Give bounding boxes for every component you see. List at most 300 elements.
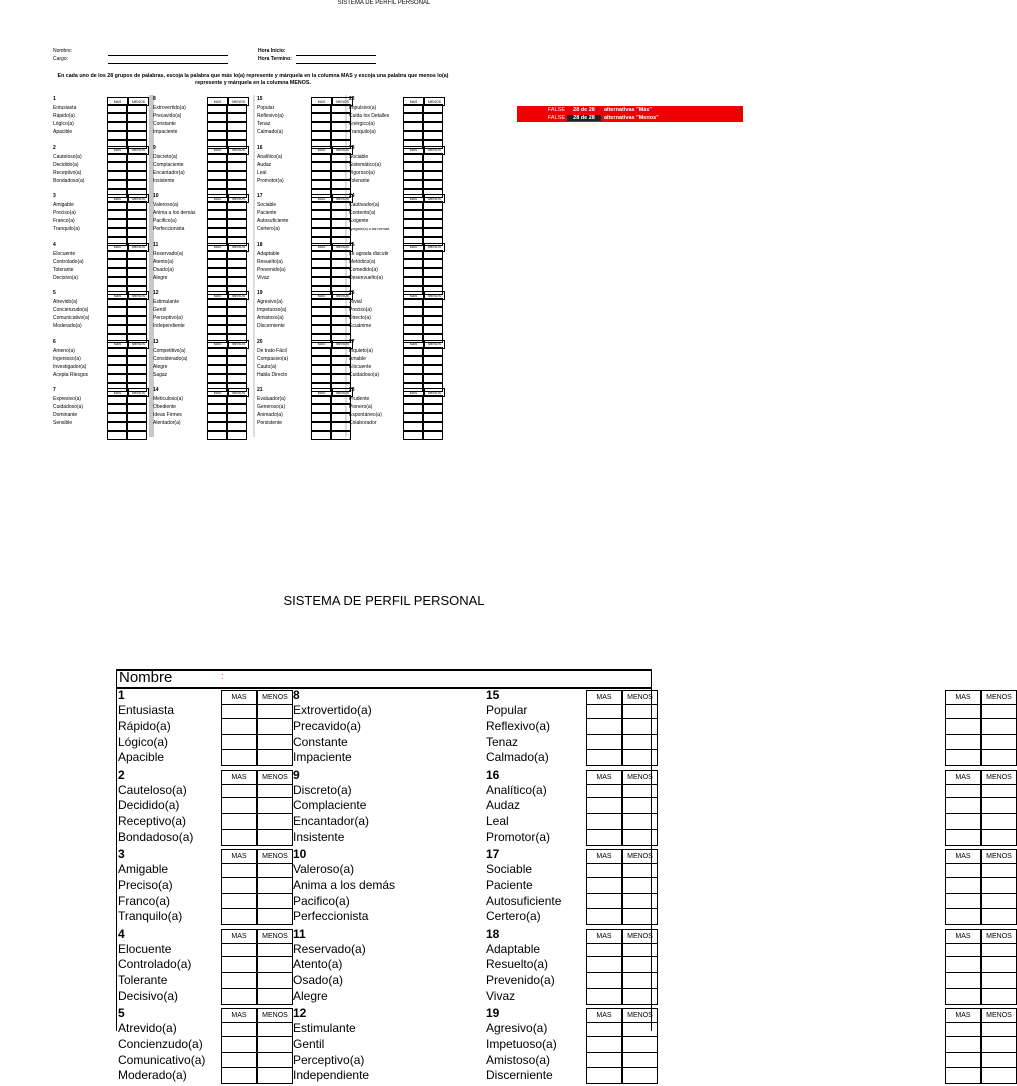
menos-checkbox[interactable] [127,374,147,383]
menos-checkbox[interactable] [423,219,443,228]
menos-checkbox[interactable] [127,277,147,286]
menos-checkbox[interactable] [257,798,293,814]
mas-checkbox[interactable] [945,1053,981,1069]
menos-checkbox[interactable] [227,259,247,268]
menos-checkbox[interactable] [423,395,443,404]
mas-checkbox[interactable] [311,201,331,210]
mas-checkbox[interactable] [311,422,331,431]
mas-checkbox[interactable] [107,422,127,431]
menos-checkbox[interactable] [981,750,1017,766]
menos-checkbox[interactable] [127,268,147,277]
mas-checkbox[interactable] [945,830,981,846]
mas-checkbox[interactable] [945,783,981,799]
menos-checkbox[interactable] [331,131,351,140]
menos-checkbox[interactable] [127,431,147,440]
menos-checkbox[interactable] [331,162,351,171]
mas-checkbox[interactable] [403,298,423,307]
menos-checkbox[interactable] [423,298,443,307]
mas-checkbox[interactable] [207,365,227,374]
mas-checkbox[interactable] [107,104,127,113]
mas-checkbox[interactable] [207,104,227,113]
menos-checkbox[interactable] [423,316,443,325]
mas-checkbox[interactable] [403,259,423,268]
menos-checkbox[interactable] [227,250,247,259]
mas-checkbox[interactable] [207,219,227,228]
mas-checkbox[interactable] [107,316,127,325]
menos-checkbox[interactable] [127,228,147,237]
menos-checkbox[interactable] [331,277,351,286]
menos-checkbox[interactable] [981,894,1017,910]
menos-checkbox[interactable] [257,1068,293,1084]
menos-checkbox[interactable] [227,404,247,413]
menos-checkbox[interactable] [423,356,443,365]
mas-checkbox[interactable] [221,973,257,989]
mas-checkbox[interactable] [207,171,227,180]
mas-checkbox[interactable] [403,122,423,131]
mas-checkbox[interactable] [311,325,331,334]
menos-checkbox[interactable] [127,104,147,113]
mas-checkbox[interactable] [311,180,331,189]
mas-checkbox[interactable] [403,201,423,210]
mas-checkbox[interactable] [311,404,331,413]
mas-checkbox[interactable] [221,1053,257,1069]
mas-checkbox[interactable] [107,171,127,180]
menos-checkbox[interactable] [423,131,443,140]
mas-checkbox[interactable] [945,735,981,751]
menos-checkbox[interactable] [257,909,293,925]
menos-checkbox[interactable] [331,201,351,210]
menos-checkbox[interactable] [257,1021,293,1037]
menos-checkbox[interactable] [331,228,351,237]
menos-checkbox[interactable] [127,250,147,259]
menos-checkbox[interactable] [227,395,247,404]
mas-checkbox[interactable] [207,268,227,277]
menos-checkbox[interactable] [331,104,351,113]
mas-checkbox[interactable] [403,113,423,122]
menos-checkbox[interactable] [227,219,247,228]
mas-checkbox[interactable] [221,957,257,973]
menos-checkbox[interactable] [331,307,351,316]
menos-checkbox[interactable] [981,973,1017,989]
mas-checkbox[interactable] [107,431,127,440]
mas-checkbox[interactable] [403,404,423,413]
mas-checkbox[interactable] [403,162,423,171]
mas-checkbox[interactable] [207,259,227,268]
menos-checkbox[interactable] [227,180,247,189]
nombre-row[interactable] [117,671,651,689]
menos-checkbox[interactable] [423,365,443,374]
mas-checkbox[interactable] [207,153,227,162]
menos-checkbox[interactable] [331,219,351,228]
menos-checkbox[interactable] [981,989,1017,1005]
mas-checkbox[interactable] [207,395,227,404]
menos-checkbox[interactable] [127,325,147,334]
menos-checkbox[interactable] [127,171,147,180]
mas-checkbox[interactable] [107,347,127,356]
mas-checkbox[interactable] [311,122,331,131]
mas-checkbox[interactable] [311,374,331,383]
menos-checkbox[interactable] [331,268,351,277]
menos-checkbox[interactable] [423,277,443,286]
hora-inicio-field[interactable] [296,50,376,56]
mas-checkbox[interactable] [107,356,127,365]
mas-checkbox[interactable] [207,201,227,210]
menos-checkbox[interactable] [227,365,247,374]
menos-checkbox[interactable] [423,162,443,171]
menos-checkbox[interactable] [227,307,247,316]
mas-checkbox[interactable] [945,703,981,719]
menos-checkbox[interactable] [423,404,443,413]
mas-checkbox[interactable] [107,219,127,228]
menos-checkbox[interactable] [257,957,293,973]
mas-checkbox[interactable] [221,830,257,846]
mas-checkbox[interactable] [221,1037,257,1053]
menos-checkbox[interactable] [331,316,351,325]
mas-checkbox[interactable] [207,250,227,259]
mas-checkbox[interactable] [207,122,227,131]
mas-checkbox[interactable] [945,1037,981,1053]
mas-checkbox[interactable] [107,122,127,131]
mas-checkbox[interactable] [403,210,423,219]
menos-checkbox[interactable] [227,298,247,307]
menos-checkbox[interactable] [981,1037,1017,1053]
menos-checkbox[interactable] [981,862,1017,878]
menos-checkbox[interactable] [227,268,247,277]
menos-checkbox[interactable] [331,298,351,307]
menos-checkbox[interactable] [423,325,443,334]
menos-checkbox[interactable] [127,422,147,431]
menos-checkbox[interactable] [227,431,247,440]
menos-checkbox[interactable] [227,228,247,237]
mas-checkbox[interactable] [221,783,257,799]
mas-checkbox[interactable] [207,113,227,122]
mas-checkbox[interactable] [403,268,423,277]
menos-checkbox[interactable] [331,431,351,440]
menos-checkbox[interactable] [227,210,247,219]
menos-checkbox[interactable] [227,413,247,422]
menos-checkbox[interactable] [227,356,247,365]
mas-checkbox[interactable] [207,413,227,422]
menos-checkbox[interactable] [257,783,293,799]
mas-checkbox[interactable] [107,325,127,334]
mas-checkbox[interactable] [945,798,981,814]
mas-checkbox[interactable] [311,268,331,277]
menos-checkbox[interactable] [127,180,147,189]
mas-checkbox[interactable] [403,171,423,180]
mas-checkbox[interactable] [311,104,331,113]
menos-checkbox[interactable] [981,942,1017,958]
menos-checkbox[interactable] [981,703,1017,719]
menos-checkbox[interactable] [227,316,247,325]
mas-checkbox[interactable] [221,989,257,1005]
mas-checkbox[interactable] [207,210,227,219]
mas-checkbox[interactable] [221,878,257,894]
nombre-field[interactable] [108,50,228,56]
menos-checkbox[interactable] [127,201,147,210]
menos-checkbox[interactable] [257,750,293,766]
menos-checkbox[interactable] [423,228,443,237]
mas-checkbox[interactable] [311,316,331,325]
mas-checkbox[interactable] [107,228,127,237]
menos-checkbox[interactable] [331,171,351,180]
menos-checkbox[interactable] [331,153,351,162]
mas-checkbox[interactable] [107,113,127,122]
menos-checkbox[interactable] [257,1053,293,1069]
menos-checkbox[interactable] [331,422,351,431]
menos-checkbox[interactable] [981,1021,1017,1037]
mas-checkbox[interactable] [945,942,981,958]
mas-checkbox[interactable] [945,957,981,973]
mas-checkbox[interactable] [107,162,127,171]
mas-checkbox[interactable] [221,909,257,925]
menos-checkbox[interactable] [227,162,247,171]
mas-checkbox[interactable] [945,973,981,989]
mas-checkbox[interactable] [221,894,257,910]
menos-checkbox[interactable] [227,153,247,162]
menos-checkbox[interactable] [227,277,247,286]
menos-checkbox[interactable] [423,250,443,259]
menos-checkbox[interactable] [127,347,147,356]
menos-checkbox[interactable] [127,113,147,122]
menos-checkbox[interactable] [423,180,443,189]
mas-checkbox[interactable] [207,404,227,413]
menos-checkbox[interactable] [331,210,351,219]
menos-checkbox[interactable] [331,395,351,404]
mas-checkbox[interactable] [403,228,423,237]
mas-checkbox[interactable] [221,798,257,814]
mas-checkbox[interactable] [311,259,331,268]
mas-checkbox[interactable] [107,307,127,316]
mas-checkbox[interactable] [107,395,127,404]
menos-checkbox[interactable] [127,404,147,413]
menos-checkbox[interactable] [331,374,351,383]
menos-checkbox[interactable] [423,113,443,122]
mas-checkbox[interactable] [207,228,227,237]
mas-checkbox[interactable] [311,210,331,219]
menos-checkbox[interactable] [257,989,293,1005]
mas-checkbox[interactable] [207,316,227,325]
menos-checkbox[interactable] [227,171,247,180]
menos-checkbox[interactable] [227,347,247,356]
menos-checkbox[interactable] [127,122,147,131]
mas-checkbox[interactable] [311,171,331,180]
menos-checkbox[interactable] [127,259,147,268]
mas-checkbox[interactable] [311,431,331,440]
mas-checkbox[interactable] [221,735,257,751]
mas-checkbox[interactable] [945,862,981,878]
menos-checkbox[interactable] [257,719,293,735]
mas-checkbox[interactable] [107,374,127,383]
mas-checkbox[interactable] [945,989,981,1005]
mas-checkbox[interactable] [311,153,331,162]
menos-checkbox[interactable] [331,356,351,365]
menos-checkbox[interactable] [423,431,443,440]
mas-checkbox[interactable] [221,719,257,735]
mas-checkbox[interactable] [221,1068,257,1084]
mas-checkbox[interactable] [945,1068,981,1084]
mas-checkbox[interactable] [403,356,423,365]
mas-checkbox[interactable] [945,814,981,830]
mas-checkbox[interactable] [107,298,127,307]
mas-checkbox[interactable] [311,395,331,404]
mas-checkbox[interactable] [221,1021,257,1037]
mas-checkbox[interactable] [107,210,127,219]
mas-checkbox[interactable] [311,277,331,286]
menos-checkbox[interactable] [331,365,351,374]
mas-checkbox[interactable] [311,228,331,237]
menos-checkbox[interactable] [257,1037,293,1053]
mas-checkbox[interactable] [107,131,127,140]
mas-checkbox[interactable] [221,942,257,958]
menos-checkbox[interactable] [127,162,147,171]
mas-checkbox[interactable] [403,219,423,228]
menos-checkbox[interactable] [331,113,351,122]
mas-checkbox[interactable] [403,431,423,440]
menos-checkbox[interactable] [127,219,147,228]
menos-checkbox[interactable] [331,404,351,413]
mas-checkbox[interactable] [311,250,331,259]
menos-checkbox[interactable] [331,122,351,131]
hora-termino-field[interactable] [296,58,376,64]
mas-checkbox[interactable] [107,201,127,210]
mas-checkbox[interactable] [107,413,127,422]
menos-checkbox[interactable] [423,259,443,268]
menos-checkbox[interactable] [981,814,1017,830]
menos-checkbox[interactable] [331,325,351,334]
mas-checkbox[interactable] [403,374,423,383]
mas-checkbox[interactable] [107,153,127,162]
menos-checkbox[interactable] [423,104,443,113]
mas-checkbox[interactable] [403,131,423,140]
menos-checkbox[interactable] [127,365,147,374]
mas-checkbox[interactable] [311,356,331,365]
menos-checkbox[interactable] [127,131,147,140]
mas-checkbox[interactable] [107,404,127,413]
mas-checkbox[interactable] [945,909,981,925]
menos-checkbox[interactable] [981,878,1017,894]
menos-checkbox[interactable] [257,735,293,751]
mas-checkbox[interactable] [311,113,331,122]
menos-checkbox[interactable] [423,201,443,210]
cargo-field[interactable] [108,58,228,64]
menos-checkbox[interactable] [331,347,351,356]
menos-checkbox[interactable] [227,104,247,113]
menos-checkbox[interactable] [127,413,147,422]
menos-checkbox[interactable] [423,347,443,356]
mas-checkbox[interactable] [403,104,423,113]
mas-checkbox[interactable] [311,365,331,374]
menos-checkbox[interactable] [423,413,443,422]
menos-checkbox[interactable] [423,374,443,383]
menos-checkbox[interactable] [127,395,147,404]
mas-checkbox[interactable] [311,162,331,171]
mas-checkbox[interactable] [945,719,981,735]
mas-checkbox[interactable] [207,298,227,307]
menos-checkbox[interactable] [423,268,443,277]
mas-checkbox[interactable] [403,413,423,422]
mas-checkbox[interactable] [107,250,127,259]
mas-checkbox[interactable] [403,365,423,374]
mas-checkbox[interactable] [403,422,423,431]
mas-checkbox[interactable] [403,325,423,334]
menos-checkbox[interactable] [127,307,147,316]
mas-checkbox[interactable] [221,703,257,719]
mas-checkbox[interactable] [207,277,227,286]
mas-checkbox[interactable] [207,180,227,189]
mas-checkbox[interactable] [403,307,423,316]
menos-checkbox[interactable] [257,814,293,830]
menos-checkbox[interactable] [423,153,443,162]
menos-checkbox[interactable] [981,909,1017,925]
menos-checkbox[interactable] [227,131,247,140]
mas-checkbox[interactable] [107,259,127,268]
menos-checkbox[interactable] [257,894,293,910]
menos-checkbox[interactable] [127,153,147,162]
mas-checkbox[interactable] [311,413,331,422]
menos-checkbox[interactable] [127,210,147,219]
menos-checkbox[interactable] [257,878,293,894]
mas-checkbox[interactable] [311,347,331,356]
mas-checkbox[interactable] [311,307,331,316]
menos-checkbox[interactable] [257,862,293,878]
mas-checkbox[interactable] [403,250,423,259]
mas-checkbox[interactable] [207,422,227,431]
menos-checkbox[interactable] [981,798,1017,814]
mas-checkbox[interactable] [107,365,127,374]
menos-checkbox[interactable] [423,171,443,180]
mas-checkbox[interactable] [107,277,127,286]
menos-checkbox[interactable] [257,942,293,958]
menos-checkbox[interactable] [423,210,443,219]
menos-checkbox[interactable] [981,830,1017,846]
menos-checkbox[interactable] [227,201,247,210]
mas-checkbox[interactable] [945,878,981,894]
menos-checkbox[interactable] [981,1053,1017,1069]
mas-checkbox[interactable] [403,153,423,162]
mas-checkbox[interactable] [207,347,227,356]
menos-checkbox[interactable] [331,413,351,422]
mas-checkbox[interactable] [403,316,423,325]
mas-checkbox[interactable] [403,347,423,356]
menos-checkbox[interactable] [257,973,293,989]
mas-checkbox[interactable] [207,356,227,365]
mas-checkbox[interactable] [945,894,981,910]
menos-checkbox[interactable] [423,122,443,131]
menos-checkbox[interactable] [331,259,351,268]
mas-checkbox[interactable] [207,131,227,140]
mas-checkbox[interactable] [107,268,127,277]
menos-checkbox[interactable] [981,957,1017,973]
menos-checkbox[interactable] [127,316,147,325]
mas-checkbox[interactable] [221,862,257,878]
mas-checkbox[interactable] [945,750,981,766]
mas-checkbox[interactable] [403,180,423,189]
mas-checkbox[interactable] [403,395,423,404]
menos-checkbox[interactable] [331,250,351,259]
mas-checkbox[interactable] [207,307,227,316]
menos-checkbox[interactable] [227,122,247,131]
menos-checkbox[interactable] [127,298,147,307]
menos-checkbox[interactable] [227,422,247,431]
menos-checkbox[interactable] [127,356,147,365]
mas-checkbox[interactable] [403,277,423,286]
menos-checkbox[interactable] [227,374,247,383]
menos-checkbox[interactable] [257,830,293,846]
mas-checkbox[interactable] [311,131,331,140]
menos-checkbox[interactable] [981,1068,1017,1084]
mas-checkbox[interactable] [221,750,257,766]
mas-checkbox[interactable] [221,814,257,830]
